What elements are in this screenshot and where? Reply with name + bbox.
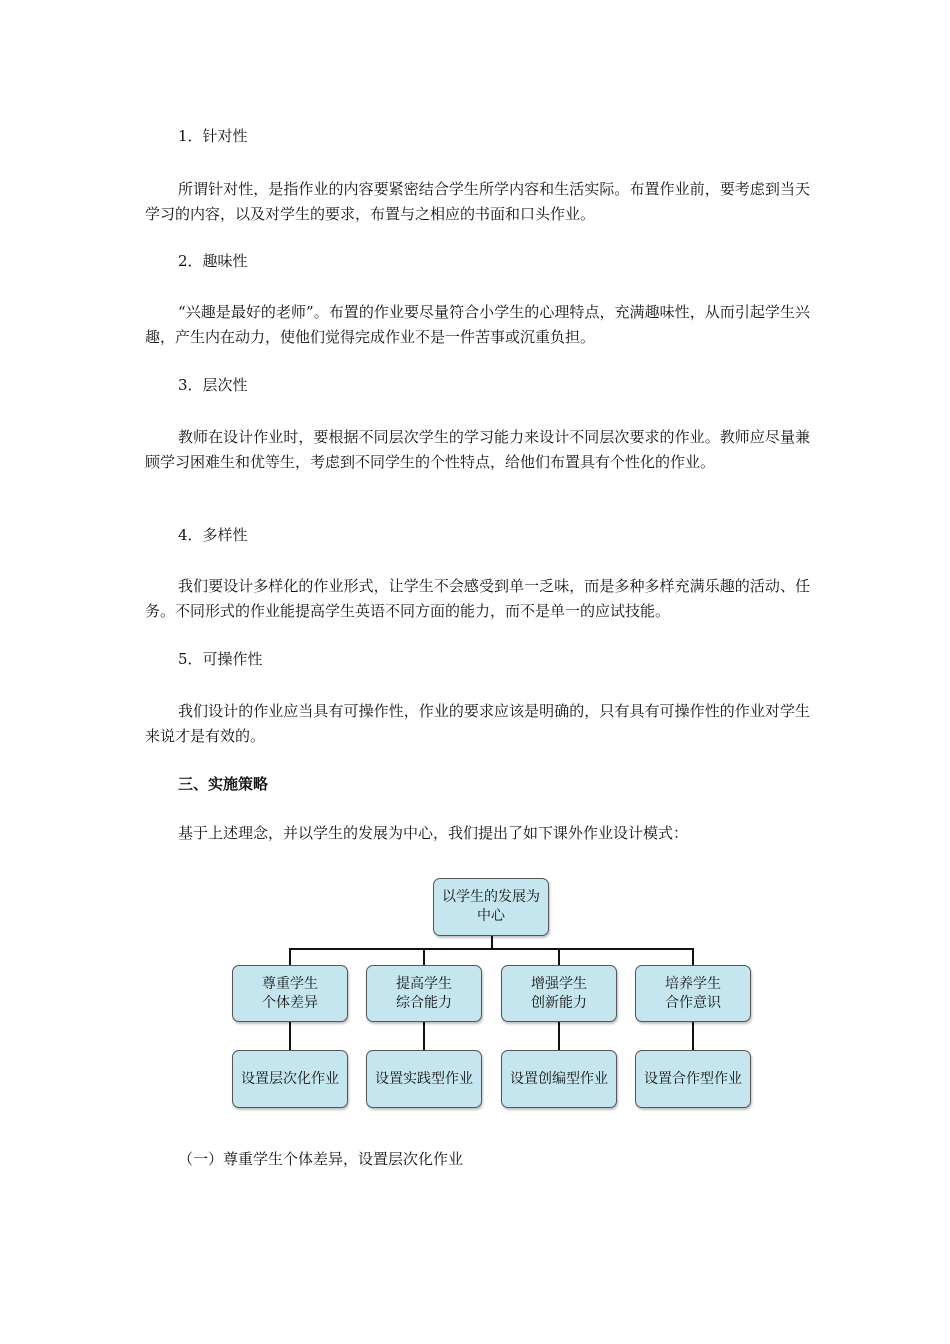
branch-connector-1 <box>289 948 291 965</box>
leaf-connector-1 <box>289 1022 291 1050</box>
goal-node-1: 尊重学生 个体差异 <box>232 965 348 1022</box>
section-5-heading: 5．可操作性 <box>178 650 263 668</box>
section-1-body: 所谓针对性，是指作业的内容要紧密结合学生所学内容和生活实际。布置作业前，要考虑到当天学习的内容，以及对学生的要求，布置与之相应的书面和口头作业。 <box>145 180 810 223</box>
branch-connector-2 <box>423 948 425 965</box>
goal-node-4: 培养学生 合作意识 <box>635 965 751 1022</box>
branch-connector-4 <box>692 948 694 965</box>
strategy-heading: 三、实施策略 <box>178 775 269 793</box>
goal-node-3: 增强学生 创新能力 <box>501 965 617 1022</box>
section-3-heading: 3．层次性 <box>178 376 248 394</box>
strategy-intro: 基于上述理念，并以学生的发展为中心，我们提出了如下课外作业设计模式： <box>178 824 689 842</box>
section-2-heading: 2．趣味性 <box>178 252 248 270</box>
action-node-1: 设置层次化作业 <box>232 1050 348 1108</box>
action-node-2: 设置实践型作业 <box>366 1050 482 1108</box>
subheading-1: （一）尊重学生个体差异，设置层次化作业 <box>178 1150 464 1168</box>
leaf-connector-2 <box>423 1022 425 1050</box>
section-3-body: 教师在设计作业时，要根据不同层次学生的学习能力来设计不同层次要求的作业。教师应尽量兼顾学习困难生和优等生，考虑到不同学生的个性特点，给他们布置具有个性化的作业。 <box>145 428 810 471</box>
goal-node-2: 提高学生 综合能力 <box>366 965 482 1022</box>
root-node: 以学生的发展为 中心 <box>433 878 549 936</box>
leaf-connector-4 <box>692 1022 694 1050</box>
section-5-body: 我们设计的作业应当具有可操作性，作业的要求应该是明确的，只有具有可操作性的作业对学生来说才是有效的。 <box>145 702 810 745</box>
section-1-heading: 1．针对性 <box>178 127 248 145</box>
section-2-body: “兴趣是最好的老师”。布置的作业要尽量符合小学生的心理特点，充满趣味性，从而引起学生兴趣，产生内在动力，使他们觉得完成作业不是一件苦事或沉重负担。 <box>145 303 810 346</box>
action-node-3: 设置创编型作业 <box>501 1050 617 1108</box>
design-model-diagram <box>228 868 756 1116</box>
section-4-body: 我们要设计多样化的作业形式，让学生不会感受到单一乏味，而是多种多样充满乐趣的活动、任务。不同形式的作业能提高学生英语不同方面的能力，而不是单一的应试技能。 <box>145 577 810 620</box>
section-4-heading: 4．多样性 <box>178 526 248 544</box>
branch-bus <box>289 948 693 950</box>
action-node-4: 设置合作型作业 <box>635 1050 751 1108</box>
leaf-connector-3 <box>558 1022 560 1050</box>
branch-connector-3 <box>558 948 560 965</box>
